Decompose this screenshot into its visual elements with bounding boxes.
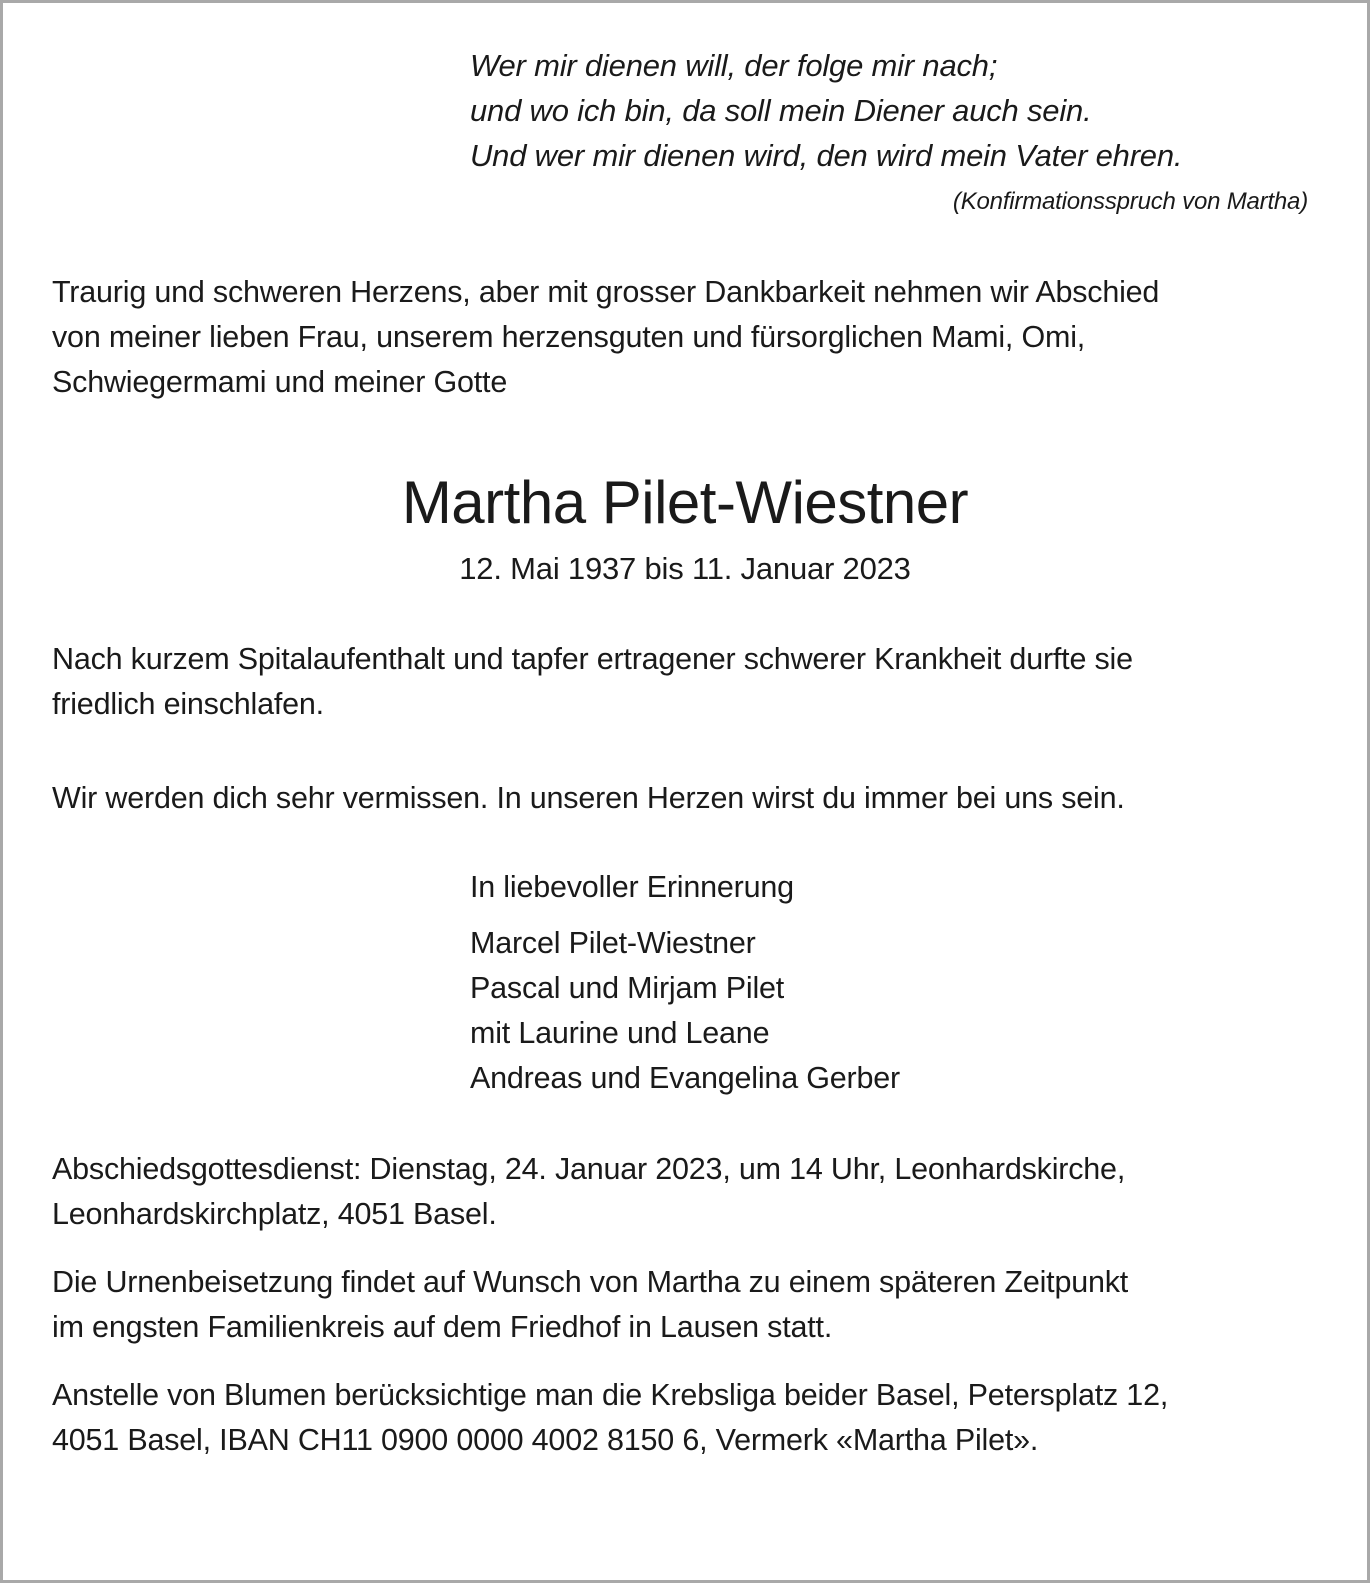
signature-name: Andreas und Evangelina Gerber xyxy=(470,1061,900,1095)
motto-line-3: Und wer mir dienen wird, den wird mein Vater ehren. xyxy=(470,138,1183,173)
burial-line-1: Die Urnenbeisetzung findet auf Wunsch von Martha zu einem späteren Zeitpunkt xyxy=(52,1265,1129,1299)
intro-line-2: von meiner lieben Frau, unserem herzensguten und fürsorglichen Mami, Omi, xyxy=(52,320,1086,354)
deceased-name: Martha Pilet-Wiestner xyxy=(401,469,969,536)
intro-line-3: Schwiegermami und meiner Gotte xyxy=(52,365,508,399)
motto-line-2: und wo ich bin, da soll mein Diener auch sein. xyxy=(470,93,1092,128)
passing-line-2: friedlich einschlafen. xyxy=(52,687,324,721)
passing-line-1: Nach kurzem Spitalaufenthalt und tapfer ertragener schwerer Krankheit durfte sie xyxy=(52,642,1133,676)
donation-line-1: Anstelle von Blumen berücksichtige man die Krebsliga beider Basel, Petersplatz 12, xyxy=(52,1378,1169,1412)
donation-line-2: 4051 Basel, IBAN CH11 0900 0000 4002 8150 6, Vermerk «Martha Pilet». xyxy=(52,1423,1039,1457)
intro-line-1: Traurig und schweren Herzens, aber mit grosser Dankbarkeit nehmen wir Abschied xyxy=(52,275,1160,309)
service-line-1: Abschiedsgottesdienst: Dienstag, 24. Januar 2023, um 14 Uhr, Leonhardskirche, xyxy=(52,1152,1126,1186)
signature-name: Marcel Pilet-Wiestner xyxy=(470,926,756,960)
farewell-text: Wir werden dich sehr vermissen. In unseren Herzen wirst du immer bei uns sein. xyxy=(52,781,1125,815)
motto-attribution: (Konfirmationsspruch von Martha) xyxy=(952,188,1308,215)
burial-line-2: im engsten Familienkreis auf dem Friedhof in Lausen statt. xyxy=(52,1310,833,1344)
motto-line-1: Wer mir dienen will, der folge mir nach; xyxy=(470,48,998,83)
signature-name: mit Laurine und Leane xyxy=(470,1016,770,1050)
life-dates: 12. Mai 1937 bis 11. Januar 2023 xyxy=(459,551,911,586)
signature-name: Pascal und Mirjam Pilet xyxy=(470,971,785,1005)
service-line-2: Leonhardskirchplatz, 4051 Basel. xyxy=(52,1197,497,1231)
signature-heading: In liebevoller Erinnerung xyxy=(470,870,794,904)
